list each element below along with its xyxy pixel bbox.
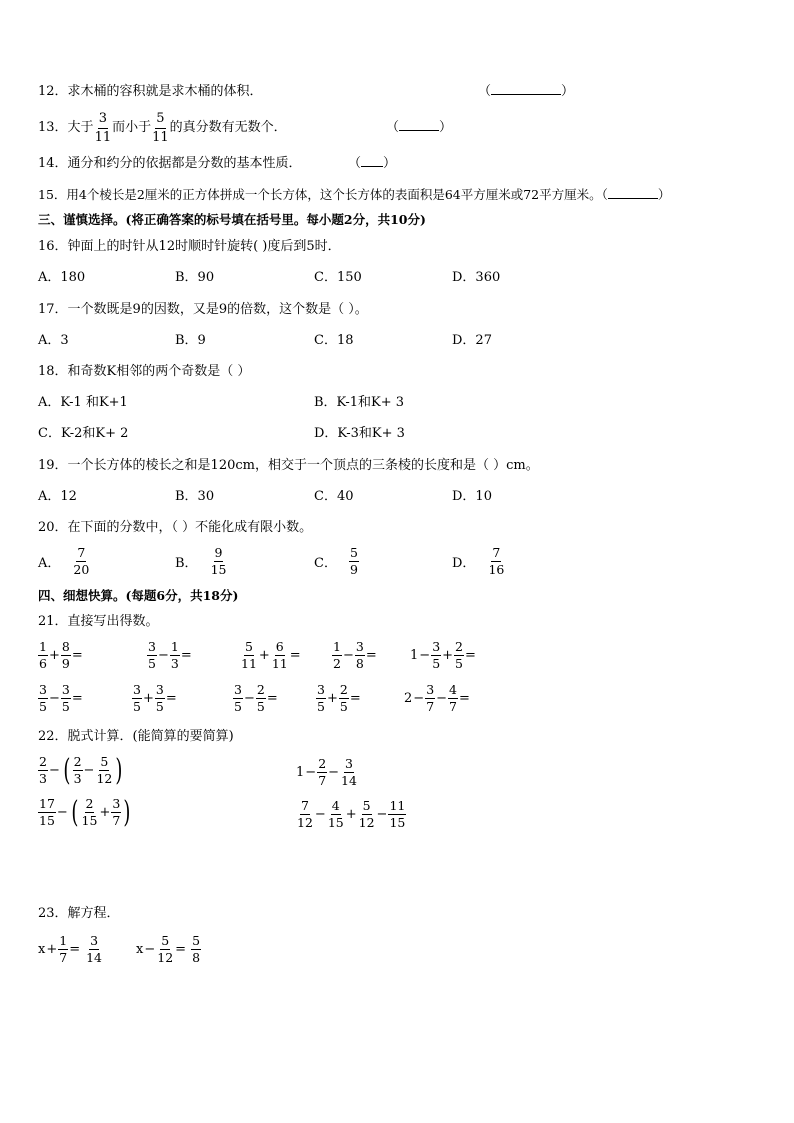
calc-expression: $\frac{5}{11}$ + $\frac{6}{11}$ = [241, 639, 301, 671]
calc-expression: $\frac{3}{5}$ + $\frac{3}{5}$ = [133, 682, 177, 714]
option-d[interactable]: D．27 [452, 333, 492, 348]
calc-expression: 1 − $\frac{3}{5}$ + $\frac{2}{5}$ = [410, 639, 476, 671]
answer-blank-12[interactable]: （ ） [478, 84, 575, 99]
option-c[interactable]: C． $\frac{5}{9}$ [314, 545, 358, 577]
option-b[interactable]: B．30 [175, 489, 215, 504]
question-18: 18．和奇数K相邻的两个奇数是（ ） [38, 364, 251, 379]
answer-blank-14[interactable]: （ ） [348, 156, 397, 171]
fraction: $\frac{5}{9}$ [349, 545, 358, 577]
question-21: 21．直接写出得数。 [38, 614, 159, 629]
option-a[interactable]: A．12 [38, 489, 77, 504]
fraction: $\frac{3}{11}$ [94, 110, 112, 145]
section-heading-3: 三、谨慎选择。(将正确答案的标号填在括号里。每小题2分，共10分) [38, 212, 426, 227]
equation: x − $\frac{5}{12}$ = $\frac{5}{8}$ [136, 933, 201, 965]
calc-expression: $\frac{3}{5}$ − $\frac{2}{5}$ = [234, 682, 278, 714]
section-heading-4: 四、细想快算。(每题6分，共18分) [38, 588, 239, 603]
calc-expression: $\frac{1}{2}$ − $\frac{3}{8}$ = [333, 639, 377, 671]
option-a[interactable]: A．K-1 和K+1 [38, 395, 128, 410]
option-c[interactable]: C．40 [314, 489, 354, 504]
question-15: 15．用4个棱长是2厘米的正方体拼成一个长方体，这个长方体的表面积是64平方厘米或72平方厘米。（ ） [38, 187, 671, 202]
fraction: $\frac{7}{16}$ [488, 545, 505, 577]
answer-blank-15[interactable]: （ ） [601, 187, 671, 202]
option-b[interactable]: B．K-1和K+ 3 [314, 395, 404, 410]
question-14: 14．通分和约分的依据都是分数的基本性质． [38, 156, 302, 171]
option-d[interactable]: D．10 [452, 489, 492, 504]
option-d[interactable]: D．K-3和K+ 3 [314, 426, 405, 441]
option-a[interactable]: A．3 [38, 333, 69, 348]
calc-expression: $\frac{3}{5}$ − $\frac{3}{5}$ = [39, 682, 83, 714]
calc-expression: $\frac{3}{5}$ − $\frac{1}{3}$ = [148, 639, 192, 671]
option-b[interactable]: B．90 [175, 270, 215, 285]
fraction: $\frac{9}{15}$ [210, 545, 227, 577]
question-text: 求木桶的容积就是求木桶的体积． [67, 84, 263, 99]
question-number: 13． [38, 120, 68, 135]
equation: x + $\frac{1}{7}$ = $\frac{3}{14}$ [38, 933, 103, 965]
option-b[interactable]: B．9 [175, 333, 206, 348]
option-c[interactable]: C．18 [314, 333, 354, 348]
calc-expression: $\frac{17}{15}$ − ( $\frac{2}{15}$ + $\frac{3}{7}$ ) [39, 794, 131, 830]
fraction: $\frac{7}{20}$ [73, 545, 90, 577]
question-12 [38, 84, 263, 100]
fraction: $\frac{5}{11}$ [152, 110, 169, 145]
option-c[interactable]: C．K-2和K+ 2 [38, 426, 129, 441]
calc-expression: $\frac{2}{3}$ − ( $\frac{2}{3}$ − $\frac{5}{12}$ ) [39, 752, 123, 788]
question-number: 12． [38, 84, 68, 99]
calc-expression: 1 − $\frac{2}{7}$ − $\frac{3}{14}$ [296, 756, 357, 788]
answer-blank-13[interactable]: （ ） [386, 120, 453, 135]
question-23: 23．解方程． [38, 906, 120, 921]
question-16: 16．钟面上的时针从12时顺时针旋转( )度后到5时． [38, 239, 341, 254]
question-19: 19．一个长方体的棱长之和是120cm，相交于一个顶点的三条棱的长度和是（ ）cm。 [38, 458, 539, 473]
option-a[interactable]: A．180 [38, 270, 86, 285]
question-22: 22．脱式计算．(能简算的要简算) [38, 729, 234, 744]
question-17: 17．一个数既是9的因数，又是9的倍数，这个数是（ ）。 [38, 302, 368, 317]
option-c[interactable]: C．150 [314, 270, 362, 285]
question-20: 20．在下面的分数中，（ ）不能化成有限小数。 [38, 520, 313, 535]
calc-expression: $\frac{1}{6}$ + $\frac{8}{9}$ = [39, 639, 83, 671]
calc-expression: $\frac{3}{5}$ + $\frac{2}{5}$ = [317, 682, 361, 714]
calc-expression: 2 − $\frac{3}{7}$ − $\frac{4}{7}$ = [404, 682, 470, 714]
question-13: 13． 大于 $\frac{3}{11}$ 而小于 $\frac{5}{11}$ 的真分数有无数个． [38, 110, 287, 145]
calc-expression: $\frac{7}{12}$ − $\frac{4}{15}$ + $\frac{5}{12}$ − $\frac{11}{15}$ [297, 798, 406, 830]
option-a[interactable]: A． $\frac{7}{20}$ [38, 545, 90, 577]
option-d[interactable]: D． $\frac{7}{16}$ [452, 545, 505, 577]
option-b[interactable]: B． $\frac{9}{15}$ [175, 545, 227, 577]
option-d[interactable]: D．360 [452, 270, 501, 285]
